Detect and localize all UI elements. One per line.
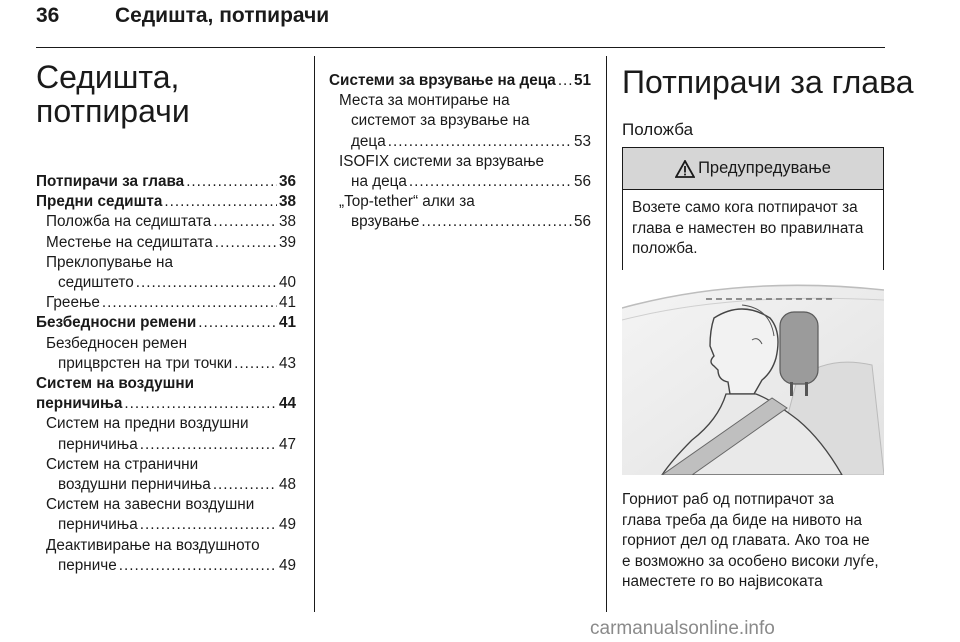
toc-entry-line: Систем на воздушни [36,375,195,393]
toc-entry-page: 44 [278,395,296,413]
toc-entry[interactable] [36,435,296,455]
toc-entry-line: системот за врзување на [351,112,530,130]
toc-entry[interactable] [36,556,296,576]
toc-column-1 [36,172,296,576]
toc-leader-dots [124,394,277,414]
toc-leader-dots [164,192,277,212]
toc-entry-label: Потпирачи за глава [36,173,185,190]
toc-entry-label: Местење на седиштата [46,233,213,251]
body-text [622,490,890,593]
warning-line: Возете само кога потпирачот за [632,199,858,216]
warning-box [622,147,884,287]
toc-entry[interactable] [329,132,591,152]
toc-entry-label: врзување [351,213,420,231]
toc-entry-page: 53 [573,132,591,150]
section-title [36,60,306,128]
toc-leader-dots [213,212,277,232]
toc-entry-label: деца [351,132,386,150]
toc-entry-line: „Top-tether“ алки за [339,193,475,211]
body-line: Горниот раб од потпирачот за [622,491,834,508]
toc-column-2 [329,71,591,233]
running-title: Седишта, потпирачи [115,4,330,27]
toc-leader-dots [213,475,277,495]
position-subheading: Положба [622,120,694,139]
toc-leader-dots [119,556,277,576]
toc-entry[interactable] [36,313,296,333]
toc-entry-page: 41 [278,314,296,332]
toc-entry[interactable] [36,192,296,212]
toc-entry-line: Систем на завесни воздушни [46,496,255,514]
toc-entry-line: ISOFIX системи за врзување [339,152,545,170]
toc-entry-line: Места за монтирање на [339,92,510,110]
toc-entry-label: перниче [58,556,117,574]
body-line: е возможно за особено високи луѓе, [622,552,879,570]
section-title-line: потпирачи [36,93,190,129]
toc-entry-line: Систем на предни воздушни [46,415,249,433]
column-divider-right [606,56,607,612]
toc-leader-dots [421,212,572,232]
watermark: carmanualsonline.info [590,618,775,639]
headrest-illustration [622,270,884,475]
warning-header [623,148,883,190]
toc-entry[interactable] [36,515,296,535]
toc-entry[interactable] [36,354,296,374]
toc-entry-page: 56 [573,213,591,231]
toc-entry-label: Положба на седиштата [46,213,212,231]
toc-entry-label: перничиња [58,516,138,534]
body-line: наместете го во највисоката [622,573,823,591]
toc-entry-label: седиштето [58,274,134,292]
toc-leader-dots [388,132,572,152]
toc-entry[interactable] [36,273,296,293]
toc-entry-label: перничиња [58,435,138,453]
toc-entry-label: воздушни перничиња [58,476,211,494]
toc-entry-page: 43 [278,354,296,372]
toc-entry[interactable] [36,212,296,232]
warning-title: Предупредување [698,159,831,177]
toc-entry-label: Греење [46,294,100,312]
toc-entry-page: 41 [278,294,296,312]
toc-entry-label: перничиња [36,395,123,413]
toc-entry-label: Безбедносни ремени [36,314,197,332]
warning-line: положба. [632,240,698,257]
toc-entry[interactable] [36,475,296,495]
toc-entry-line: Безбедносен ремен [46,334,188,352]
toc-entry-page: 51 [573,72,591,89]
toc-leader-dots [215,233,277,253]
column-divider-left [314,56,315,612]
toc-entry[interactable] [329,71,591,91]
toc-entry-label: прицврстен на три точки [58,354,233,372]
warning-line: глава е наместен во правилната [632,219,864,237]
header-rule [36,47,885,48]
toc-entry-page: 40 [278,274,296,292]
toc-leader-dots [186,172,277,192]
toc-entry[interactable] [36,293,296,313]
toc-leader-dots [102,293,277,313]
toc-entry-page: 39 [278,233,296,251]
toc-entry[interactable] [329,212,591,232]
toc-entry-page: 48 [278,476,296,494]
toc-entry-page: 49 [278,556,296,574]
section-title-line: Седишта, [36,59,180,95]
warning-triangle-icon [675,160,695,178]
toc-leader-dots [558,71,572,91]
toc-entry-line: Деактивирање на воздушното [46,536,260,554]
toc-entry-label: Системи за врзување на деца [329,72,556,89]
warning-body [623,190,883,268]
toc-entry-label: на деца [351,173,407,191]
toc-entry-line: Систем на странични [46,455,199,473]
toc-entry[interactable] [329,172,591,192]
toc-leader-dots [198,313,277,333]
toc-leader-dots [234,354,277,374]
toc-entry-label: Предни седишта [36,193,163,211]
headrest-title: Потпирачи за глава [622,64,914,100]
toc-entry-page: 38 [278,213,296,231]
toc-entry-page: 56 [573,173,591,191]
toc-leader-dots [140,435,277,455]
toc-entry[interactable] [36,172,296,192]
toc-leader-dots [140,515,277,535]
toc-leader-dots [136,273,277,293]
toc-entry[interactable] [36,394,296,414]
toc-entry[interactable] [36,233,296,253]
body-line: горниот дел од главата. Ако тоа не [622,532,870,550]
toc-entry-page: 38 [278,193,296,211]
toc-entry-line: Преклопување на [46,253,174,271]
toc-entry-page: 49 [278,516,296,534]
toc-entry-page: 47 [278,435,296,453]
toc-entry-page: 36 [278,173,296,190]
body-line: глава треба да биде на нивото на [622,511,862,529]
toc-leader-dots [409,172,572,192]
page-number: 36 [36,4,60,27]
